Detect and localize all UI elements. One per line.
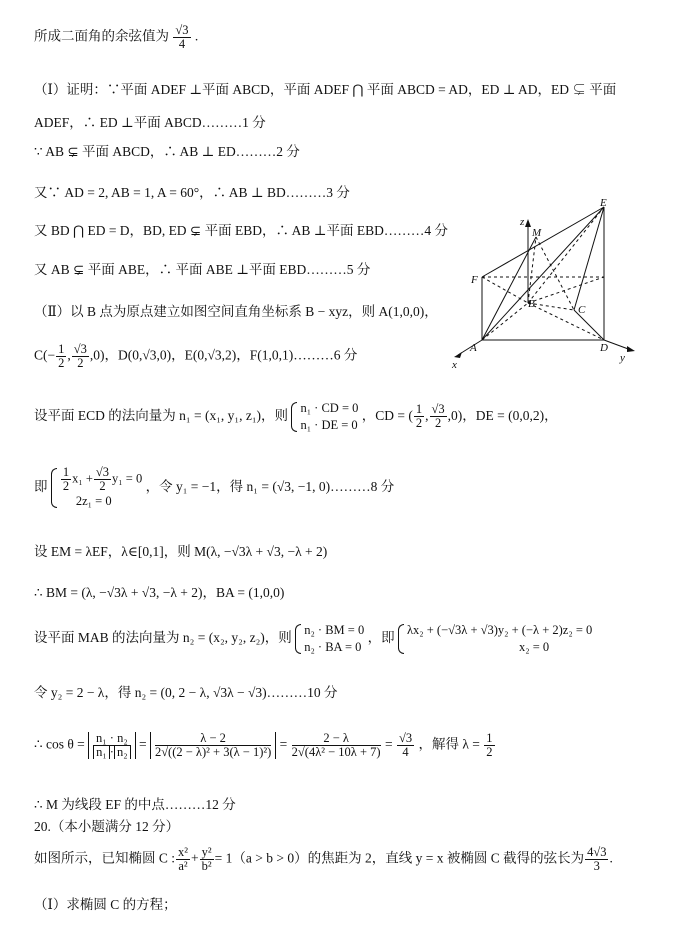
- label-D: D: [600, 342, 608, 354]
- line-10: 即 $\frac{1}{2}$ x₁ + $\frac{√3}{2}$ y₁ = 0 2z₁ = 0 ，令 y₁ = −1，得 n₁ = (√3, −1, 0)………8 分: [34, 465, 395, 509]
- line-14: 令 y₂ = 2 − λ，得 n₂ = (0, 2 − λ, √3λ − √3)………10 分: [34, 685, 338, 700]
- line-19: （Ⅰ）求椭圆 C 的方程；: [34, 897, 177, 912]
- label-B: B: [528, 298, 535, 310]
- label-y: y: [620, 352, 625, 364]
- line-2b: ADEF，∴ ED ⊥平面 ABCD………1 分: [34, 115, 266, 130]
- label-E: E: [600, 197, 607, 209]
- line-8: C(− $\frac{1}{2}$ , $\frac{√3}{2}$ ,0)，D(0,√3,0)，E(0,√3,2)，F(1,0,1)………6 分: [34, 342, 358, 371]
- equation-system: n₁ · CD = 0 n₁ · DE = 0: [291, 400, 358, 434]
- line-9: 设平面 ECD 的法向量为 n₁ = (x₁, y₁, z₁)，则 n₁ · CD = 0 n₁ · DE = 0 ，CD = ( $\frac{1}{2}$ , $\frac{√3}{2}$ ,0)，DE = (0,0,2)，: [34, 401, 558, 432]
- equation-system: $\frac{1}{2}$ x₁ + $\frac{√3}{2}$ y₁ = 0 2z₁ = 0: [51, 466, 142, 510]
- label-z: z: [520, 216, 525, 228]
- label-M: M: [532, 227, 542, 239]
- line-17: 20.（本小题满分 12 分）: [34, 819, 180, 834]
- line-16: ∴ M 为线段 EF 的中点………12 分: [34, 797, 236, 812]
- label-F: F: [471, 274, 478, 286]
- line-6: 又 AB ⊊ 平面 ABE，∴ 平面 ABE ⊥平面 EBD………5 分: [34, 262, 371, 277]
- line-4: 又∵ AD = 2, AB = 1, A = 60°，∴ AB ⊥ BD………3 分: [34, 185, 350, 200]
- line-11: 设 EM = λEF，λ∈[0,1]，则 M(λ, −√3λ + √3, −λ + 2): [34, 544, 328, 559]
- equation-system: n₂ · BM = 0 n₂ · BA = 0: [295, 622, 364, 656]
- line-7: （Ⅱ）以 B 点为原点建立如图空间直角坐标系 B − xyz，则 A(1,0,0)，: [34, 304, 438, 319]
- fraction: $\frac{√3}{4}$: [175, 23, 189, 52]
- geometry-figure: [446, 195, 646, 375]
- label-A: A: [470, 342, 477, 354]
- line-3: ∵ AB ⊊ 平面 ABCD，∴ AB ⊥ ED………2 分: [34, 144, 300, 159]
- label-C: C: [578, 304, 586, 316]
- line-18: 如图所示，已知椭圆 C : $\frac{\text{x²}}{\text{a²}}$ + $\frac{\text{y²}}{\text{b²}}$ = 1（a > b > 0）的焦距为 2，直线 y = x 被椭圆 C 截得的弦长为 $\frac{4√3}{3}$ .: [34, 845, 613, 874]
- equation-system: λx₂ + (−√3λ + √3)y₂ + (−λ + 2)z₂ = 0 x₂ = 0: [398, 622, 592, 656]
- line-13: 设平面 MAB 的法向量为 n₂ = (x₂, y₂, z₂)，则 n₂ · BM = 0 n₂ · BA = 0 ，即 λx₂ + (−√3λ + √3)y₂ + (−λ + 2)z₂ = 0 x₂ = 0: [34, 623, 593, 654]
- line-5: 又 BD ⋂ ED = D，BD, ED ⊊ 平面 EBD，∴ AB ⊥平面 EBD………4 分: [34, 223, 448, 238]
- line-12: ∴ BM = (λ, −√3λ + √3, −λ + 2)，BA = (1,0,0): [34, 585, 285, 600]
- label-x: x: [452, 359, 457, 371]
- line-1: 所成二面角的余弦值为 $\frac{√3}{4}$ .: [34, 23, 199, 52]
- line-2a: （Ⅰ）证明：∵平面 ADEF ⊥平面 ABCD，平面 ADEF ⋂ 平面 ABCD = AD，ED ⊥ AD，ED ⊊ 平面: [34, 82, 617, 97]
- line-15: ∴ cos θ = $\frac{\text{n₁ · n₂}}{\text{n₁ · n₂}}$ = $\frac{\lambda - 2}{\text{2√((2 − λ)² + 3(λ − 1)²)}}$ = $\frac{2 - \lambda}{\text{2√(4λ² − 10λ + 7)}}$ = $\frac{√3}{4}$ ，解得 λ = $\frac{1}{2}$: [34, 731, 493, 760]
